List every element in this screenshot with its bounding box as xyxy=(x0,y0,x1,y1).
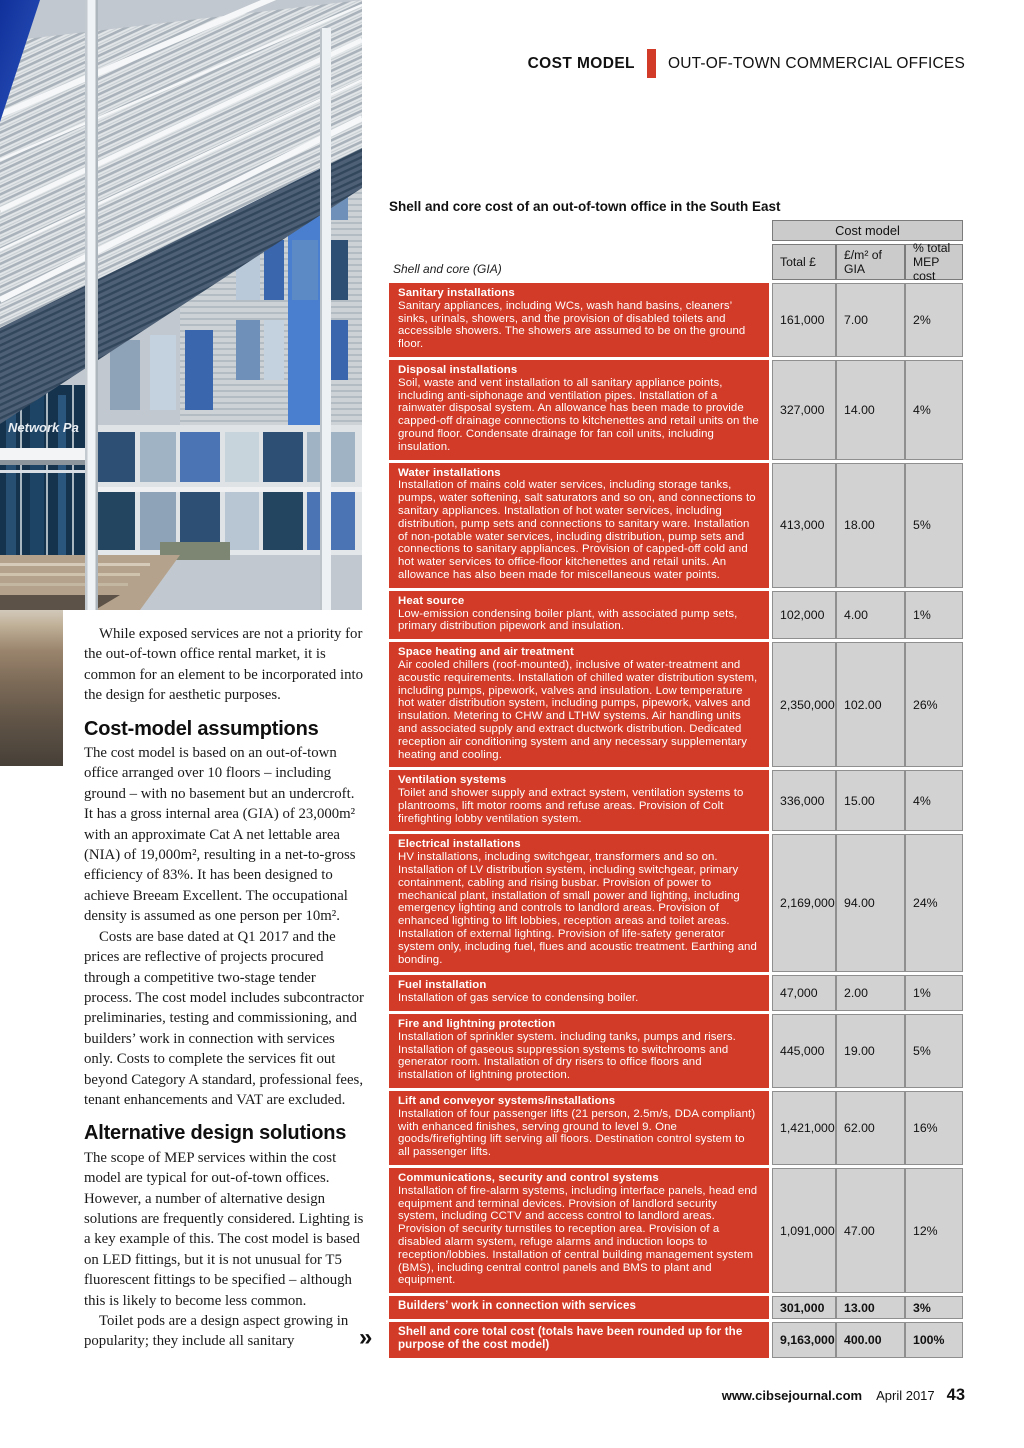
cell-pct: 5% xyxy=(905,1014,963,1088)
cell-pct: 26% xyxy=(905,642,963,767)
row-name: Lift and conveyor systems/installations xyxy=(398,1095,616,1108)
article-paragraph: Toilet pods are a design aspect growing in popularity; they include all sanitary xyxy=(84,1313,349,1350)
cell-pct: 3% xyxy=(905,1296,963,1319)
row-description: Installation of fire-alarm systems, including interface panels, head end equipment and terminal devices. Provision of landlord security system, including CCTV and access control to landlord areas. Provision of security turnstiles to reception area. Provision of a disabled alarm system, refuge alarms and induction loops to reception/lobbies. Installation of central building management system (BMS), including central control panels and BMS to plant and equipment. xyxy=(398,1184,758,1287)
cell-pct: 12% xyxy=(905,1168,963,1293)
table-row-desc xyxy=(389,1296,769,1319)
cell-total: 327,000 xyxy=(772,360,836,460)
table-row-desc xyxy=(389,1091,769,1165)
cell-per-m2: 2.00 xyxy=(836,975,905,1011)
row-description: Soil, waste and vent installation to all sanitary appliance points, including anti-siphonage and ventilation pipes. Installation of a rainwater disposal system. An allowance has been made to provide capped-off drainage connections to kitchenettes and retail units on the ground floor. Condensate drainage for fan coil units, including insulation. xyxy=(398,376,759,453)
row-name: Shell and core total cost (totals have been rounded up for the purpose of the cost model) xyxy=(398,1324,743,1351)
table-row-desc xyxy=(389,642,769,767)
cell-pct: 1% xyxy=(905,975,963,1011)
cell-total: 301,000 xyxy=(772,1296,836,1319)
cell-pct: 5% xyxy=(905,463,963,588)
row-name: Electrical installations xyxy=(398,838,521,851)
building-sign-text: Network Pa xyxy=(8,420,79,435)
row-name: Disposal installations xyxy=(398,363,518,376)
cell-per-m2: 94.00 xyxy=(836,834,905,972)
row-description: Sanitary appliances, including WCs, wash hand basins, cleaners’ sinks, urinals, showers, and the provision of disabled toilets and accessible showers. The showers are assumed to be on the ground floor. xyxy=(398,299,746,351)
table-group-header: Cost model xyxy=(772,220,963,241)
cell-total: 2,169,000 xyxy=(772,834,836,972)
table-row-desc xyxy=(389,1168,769,1293)
cell-per-m2: 7.00 xyxy=(836,283,905,357)
table-row-desc xyxy=(389,834,769,972)
table-row-desc xyxy=(389,1014,769,1088)
footer-url: www.cibsejournal.com xyxy=(721,1388,863,1403)
column-header-per-m2: £/m² of GIA xyxy=(836,244,905,280)
cell-total: 102,000 xyxy=(772,591,836,639)
cell-pct: 16% xyxy=(905,1091,963,1165)
cell-per-m2: 14.00 xyxy=(836,360,905,460)
footer-page-number: 43 xyxy=(946,1386,965,1404)
table-row-desc xyxy=(389,283,769,357)
cell-per-m2: 400.00 xyxy=(836,1322,905,1358)
kicker-title: OUT-OF-TOWN COMMERCIAL OFFICES xyxy=(667,54,965,72)
cell-total: 47,000 xyxy=(772,975,836,1011)
building-photo xyxy=(0,0,362,610)
footer-issue-date: April 2017 xyxy=(876,1388,935,1403)
row-name: Fuel installation xyxy=(398,979,487,992)
cell-pct: 2% xyxy=(905,283,963,357)
kicker-section: COST MODEL xyxy=(527,54,635,72)
cost-table xyxy=(389,220,963,1358)
article-paragraph: Costs are base dated at Q1 2017 and the prices are reflective of projects procured through a competitive two-stage tender process. The cost model includes subcontractor preliminaries, testing and commissioning, and builders’ work in connection with services only. Costs to complete the services fit out beyond Category A standard, professional fees, tenant enhancements and VAT are excluded. xyxy=(84,928,364,1108)
cell-total: 1,421,000 xyxy=(772,1091,836,1165)
column-header-total: Total £ xyxy=(772,244,836,280)
table-title: Shell and core cost of an out-of-town office in the South East xyxy=(389,199,781,214)
column-header-pct-mep: % total MEP cost xyxy=(905,244,963,280)
table-row-desc xyxy=(389,770,769,831)
table-row-desc xyxy=(389,463,769,588)
row-description: Toilet and shower supply and extract system, ventilation systems to plantrooms, lift motor rooms and refuse areas. Provision of Colt firefighting lobby ventilation system. xyxy=(398,787,744,825)
article-heading-cost-model-assumptions: Cost-model assumptions xyxy=(84,717,319,740)
table-header-spacer xyxy=(389,220,772,241)
article-intro: While exposed services are not a priority for the out-of-town office rental market, it is common for an element to be incorporated into the design for aesthetic purposes. xyxy=(84,626,363,704)
cell-per-m2: 62.00 xyxy=(836,1091,905,1165)
cell-total: 9,163,000 xyxy=(772,1322,836,1358)
kicker-red-bar xyxy=(647,49,656,78)
page-kicker xyxy=(528,49,965,78)
cell-per-m2: 47.00 xyxy=(836,1168,905,1293)
cell-per-m2: 102.00 xyxy=(836,642,905,767)
article-column xyxy=(84,624,365,1352)
row-name: Communications, security and control systems xyxy=(398,1172,659,1185)
cell-per-m2: 4.00 xyxy=(836,591,905,639)
row-description: HV installations, including switchgear, transformers and so on. Installation of LV distribution system, including switchgear, primary containment, cabling and rising busbar. Provision of power to mechanical plant, installation of small power and lighting, including emergency lighting and controls to landlord areas. Provision of enhanced lighting to lift lobbies, reception areas and toilet areas. Installation of external lighting. Provision of life-safety generator system only, including fuel, flues and acoustic treatment. Earthing and bonding. xyxy=(398,851,757,966)
article-paragraph: The cost model is based on an out-of-town office arranged over 10 floors – including ground – with no basement but an undercroft. It has a gross internal area (GIA) of 23,000m² with an approximate Cat A net lettable area (NIA) of 19,000m², resulting in a net-to-gross efficiency of 83%. It has been designed to achieve Breeam Excellent. The occupational density is assumed as one person per 10m². xyxy=(84,745,356,925)
row-description: Installation of gas service to condensing boiler. xyxy=(398,992,639,1005)
cell-pct: 1% xyxy=(905,591,963,639)
cell-total: 2,350,000 xyxy=(772,642,836,767)
table-row-desc xyxy=(389,1322,769,1358)
table-row-desc xyxy=(389,360,769,460)
photo-pavement-strip xyxy=(0,610,63,766)
row-name: Water installations xyxy=(398,466,501,479)
row-description: Low-emission condensing boiler plant, with associated pump sets, primary distribution pipework and insulation. xyxy=(398,607,738,633)
cell-total: 1,091,000 xyxy=(772,1168,836,1293)
cell-total: 161,000 xyxy=(772,283,836,357)
row-description: Air cooled chillers (roof-mounted), inclusive of water-treatment and acoustic requirements. Installation of chilled water distribution system, including pumps, pipework, valves and insulation. Low temperature hot water distribution system, including pumps, pipework, valves and insulation. Metering to CHW and LTHW systems. Air handling units and associated supply and extract ductwork distribution. Dedicated reception air conditioning system and any necessary supplementary heating and cooling. xyxy=(398,658,758,761)
row-name: Fire and lightning protection xyxy=(398,1018,556,1031)
cell-pct: 4% xyxy=(905,360,963,460)
continuation-chevrons-icon: » xyxy=(359,1324,373,1351)
row-description: Installation of sprinkler system. including tanks, pumps and risers. Installation of gaseous suppression systems to switchrooms and generator room. Installation of dry risers to office floors and installation of lightning protection. xyxy=(398,1030,736,1082)
cell-total: 336,000 xyxy=(772,770,836,831)
cell-pct: 100% xyxy=(905,1322,963,1358)
row-name: Space heating and air treatment xyxy=(398,646,574,659)
table-row-desc xyxy=(389,591,769,639)
row-name: Builders’ work in connection with services xyxy=(398,1299,637,1313)
table-row-desc xyxy=(389,975,769,1011)
row-name: Sanitary installations xyxy=(398,287,515,299)
cell-per-m2: 18.00 xyxy=(836,463,905,588)
row-name: Heat source xyxy=(398,594,465,607)
cell-total: 445,000 xyxy=(772,1014,836,1088)
cell-per-m2: 13.00 xyxy=(836,1296,905,1319)
row-description: Installation of mains cold water services, including storage tanks, pumps, water softening, salt saturators and so on, and connections to sanitary appliances. Installation of hot water services, including distribution, pump sets and connections to sanitary ware. Installation of non-potable water services, including distribution, pump sets and connections to sanitary appliances. Provision of capped-off cold and hot water services to office-floor kitchenettes and retail units. An allowance has also been made for miscellaneous water points. xyxy=(398,479,756,581)
page-footer xyxy=(722,1386,965,1405)
cell-per-m2: 15.00 xyxy=(836,770,905,831)
cell-per-m2: 19.00 xyxy=(836,1014,905,1088)
article-paragraph: The scope of MEP services within the cost model are typical for out-of-town offices. However, a number of alternative design solutions are frequently considered. Lighting is a key example of this. The cost model is based on LED fittings, but it is not unusual for T5 fluorescent fittings to be specified – although this is likely to become less common. xyxy=(84,1149,364,1309)
table-side-label: Shell and core (GIA) xyxy=(393,262,502,276)
cell-total: 413,000 xyxy=(772,463,836,588)
article-heading-alternative-design-solutions: Alternative design solutions xyxy=(84,1122,347,1145)
row-name: Ventilation systems xyxy=(398,774,507,787)
cell-pct: 24% xyxy=(905,834,963,972)
cell-pct: 4% xyxy=(905,770,963,831)
row-description: Installation of four passenger lifts (21 person, 2.5m/s, DDA compliant) with enhanced finishes, serving ground to level 9. One goods/firefighting lift serving all floors. Destination control system to all passenger lifts. xyxy=(398,1107,756,1159)
